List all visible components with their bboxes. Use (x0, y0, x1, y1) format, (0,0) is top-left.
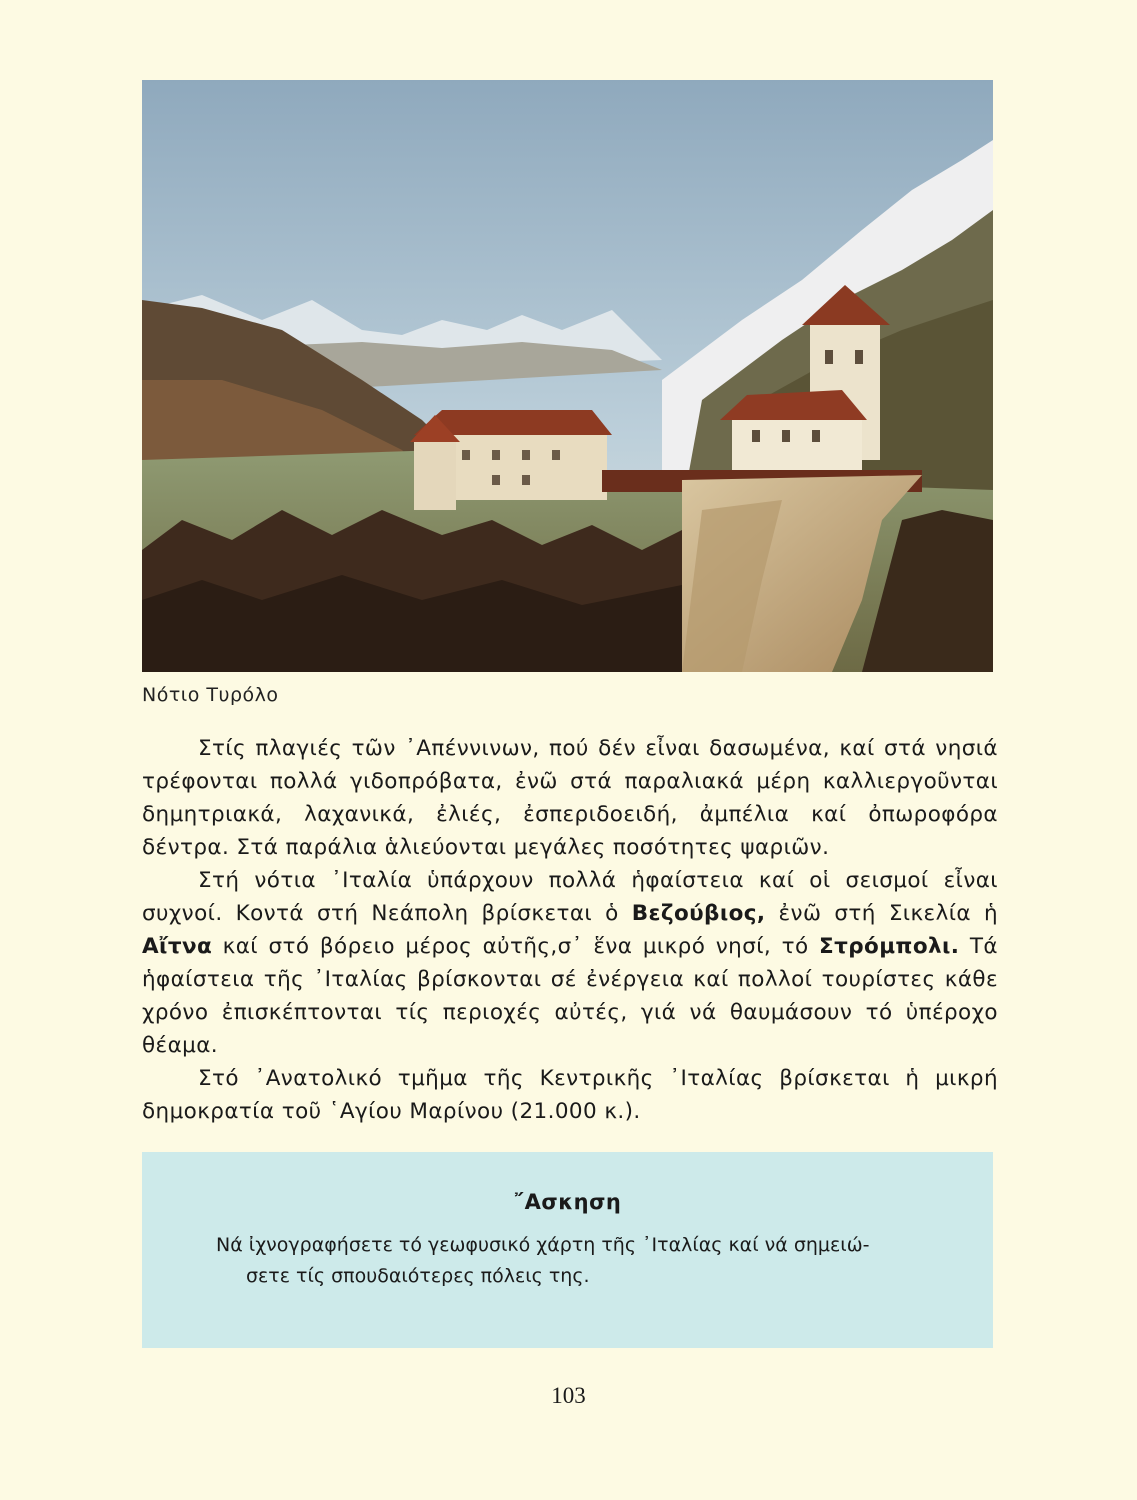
exercise-text (216, 1230, 936, 1292)
exercise-box (142, 1152, 993, 1348)
paragraph-san-marino: Στό ᾿Ανατολικό τμῆμα τῆς Κεντρικῆς ᾿Ιταλίας βρίσκεται ἡ μικρή δημοκρατία τοῦ ῾Αγίου Μαρίνου (21.000 κ.). (142, 1066, 998, 1124)
exercise-line-2: σετε τίς σπουδαιότερες πόλεις της. (246, 1265, 590, 1287)
volcano-vesuvius: Βεζούβιος, (631, 901, 766, 926)
exercise-line-1: Νά ἰχνογραφήσετε τό γεωφυσικό χάρτη τῆς ᾿Ιταλίας καί νά σημειώ- (216, 1234, 870, 1256)
photo-south-tyrol (142, 80, 993, 672)
exercise-title: ῎Ασκηση (513, 1190, 622, 1214)
paragraph-volcanoes: Στή νότια ᾿Ιταλία ὑπάρχουν πολλά ἡφαίστεια καί οἱ σεισμοί εἶναι συχνοί. Κοντά στή Νεάπολη βρίσκεται ὁ Βεζούβιος, ἐνῶ στή Σικελία ἡ Αἴτνα καί στό βόρειο μέρος αὐτῆς,σ᾿ ἕνα μικρό νησί, τό Στρόμπολι. Τά ἡφαίστεια τῆς ᾿Ιταλίας βρίσκονται σέ ἐνέργεια καί πολλοί τουρίστες κάθε χρόνο ἐπισκέπτονται τίς περιοχές αὐτές, γιά νά θαυμάσουν τό ὑπέροχο θέαμα. (142, 868, 998, 1058)
paragraph-livestock-agriculture: Στίς πλαγιές τῶν ᾿Απέννινων, πού δέν εἶναι δασωμένα, καί στά νησιά τρέφονται πολλά γιδοπρόβατα, ἐνῶ στά παραλιακά μέρη καλλιεργοῦνται δημητριακά, λαχανικά, ἐλιές, ἐσπεριδοειδή, ἀμπέλια καί ὀπωροφόρα δέντρα. Στά παράλια ἁλιεύονται μεγάλες ποσότητες ψαριῶν. (142, 736, 998, 860)
body-text (142, 732, 998, 1128)
castle-landscape-illustration (142, 80, 993, 672)
page-number: 103 (551, 1383, 586, 1408)
photo-caption: Νότιο Τυρόλο (142, 684, 279, 706)
volcano-etna: Αἴτνα (142, 934, 213, 959)
volcano-stromboli: Στρόμπολι. (819, 934, 960, 959)
